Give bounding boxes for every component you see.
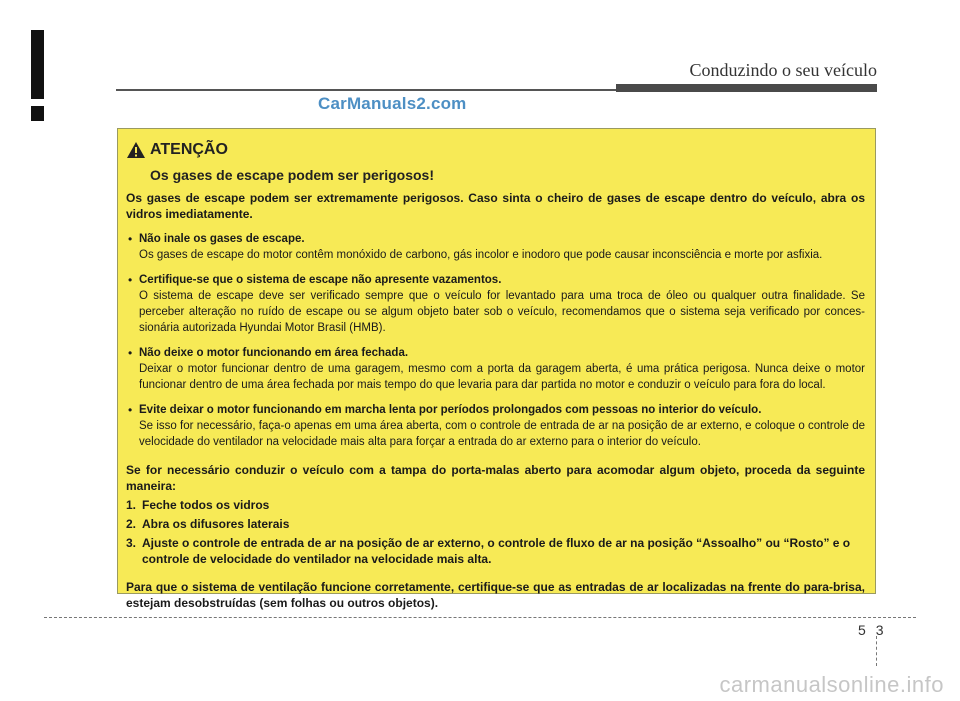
header-rule [116,89,616,91]
section-title: Conduzindo o seu veículo [689,60,877,80]
page-number [858,622,884,638]
step-number: 2. [126,517,137,531]
warning-box [117,128,876,610]
bullet-text: Se isso for necessário, faça-o apenas em uma área aberta, com o controle de entrada de ar na posição de ar externo, e coloque o controle de velocidade do ventilador na velocidade mais alta para forçar a entrada do ar externo para o interior do veículo. [139,420,865,448]
page-index: 3 [875,622,884,638]
page-marker-line [876,636,877,666]
step-item [126,516,865,532]
list-item [126,272,865,336]
footer-divider [44,617,916,618]
step-number: 1. [126,498,137,512]
warning-triangle-icon [126,141,146,159]
step-item [126,497,865,513]
step-number: 3. [126,536,137,550]
warning-intro: Os gases de escape podem ser extremamente perigosos. Caso sinta o cheiro de gases de escape dentro do veículo, abra os vidros imediatamente. [126,191,865,221]
bullet-text: Os gases de escape do motor contêm monóxido de carbono, gás incolor e inodoro que pode causar inconsciência e morte por asfixia. [139,249,823,261]
warning-header [126,139,865,161]
bullet-heading: • Certifique-se que o sistema de escape não apresente vazamentos. [139,274,502,286]
chapter-tab-gap [31,99,44,106]
list-item [126,345,865,393]
step-text: Feche todos os vidros [142,498,270,512]
step-text: Ajuste o controle de entrada de ar na posição de ar externo, o controle de fluxo de ar na posição “Assoalho” ou “Rosto” e o controle de velocidade do ventilador na velocidade mais alta. [142,536,851,566]
footer-watermark: carmanualsonline.info [719,672,944,697]
list-item [126,402,865,450]
chapter-tab-bar [31,30,44,121]
bullet-text: O sistema de escape deve ser verificado sempre que o veículo for levantado para uma troca de óleo ou qualquer outra finalidade. Se perceber alteração no ruído de escape ou se algum objeto bater sob o veículo, recomendamos que o sistema seja verificado por conces-sionária autorizada Hyundai Motor Brasil (HMB). [139,290,865,334]
warning-subtitle: Os gases de escape podem ser perigosos! [150,167,435,183]
header-rule-accent [616,84,877,92]
step-item [126,535,865,567]
warning-title: ATENÇÃO [150,141,228,158]
watermark-link[interactable]: CarManuals2.com [318,94,467,113]
bullet-text: Deixar o motor funcionar dentro de uma garagem, mesmo com a porta da garagem aberta, é uma prática perigosa. Nunca deixe o motor funcionar dentro de uma área fechada por mais tempo do que levaria para dar partida no motor e conduzir o veículo para fora do local. [139,363,865,391]
trunk-intro: Se for necessário conduzir o veículo com a tampa do porta-malas aberto para acomodar algum objeto, proceda da seguinte maneira: [126,463,865,493]
closing-note: Para que o sistema de ventilação funcione corretamente, certifique-se que as entradas de ar localizadas na frente do para-brisa, estejam desobstruídas (sem folhas ou outros objetos). [126,580,865,610]
page-section: 5 [858,622,866,638]
list-item [126,231,865,263]
step-text: Abra os difusores laterais [142,517,290,531]
bullet-heading: • Não inale os gases de escape. [139,233,305,245]
bullet-heading: • Evite deixar o motor funcionando em marcha lenta por períodos prolongados com pessoas no interior do veículo. [139,404,762,416]
bullet-heading: • Não deixe o motor funcionando em área fechada. [139,347,409,359]
